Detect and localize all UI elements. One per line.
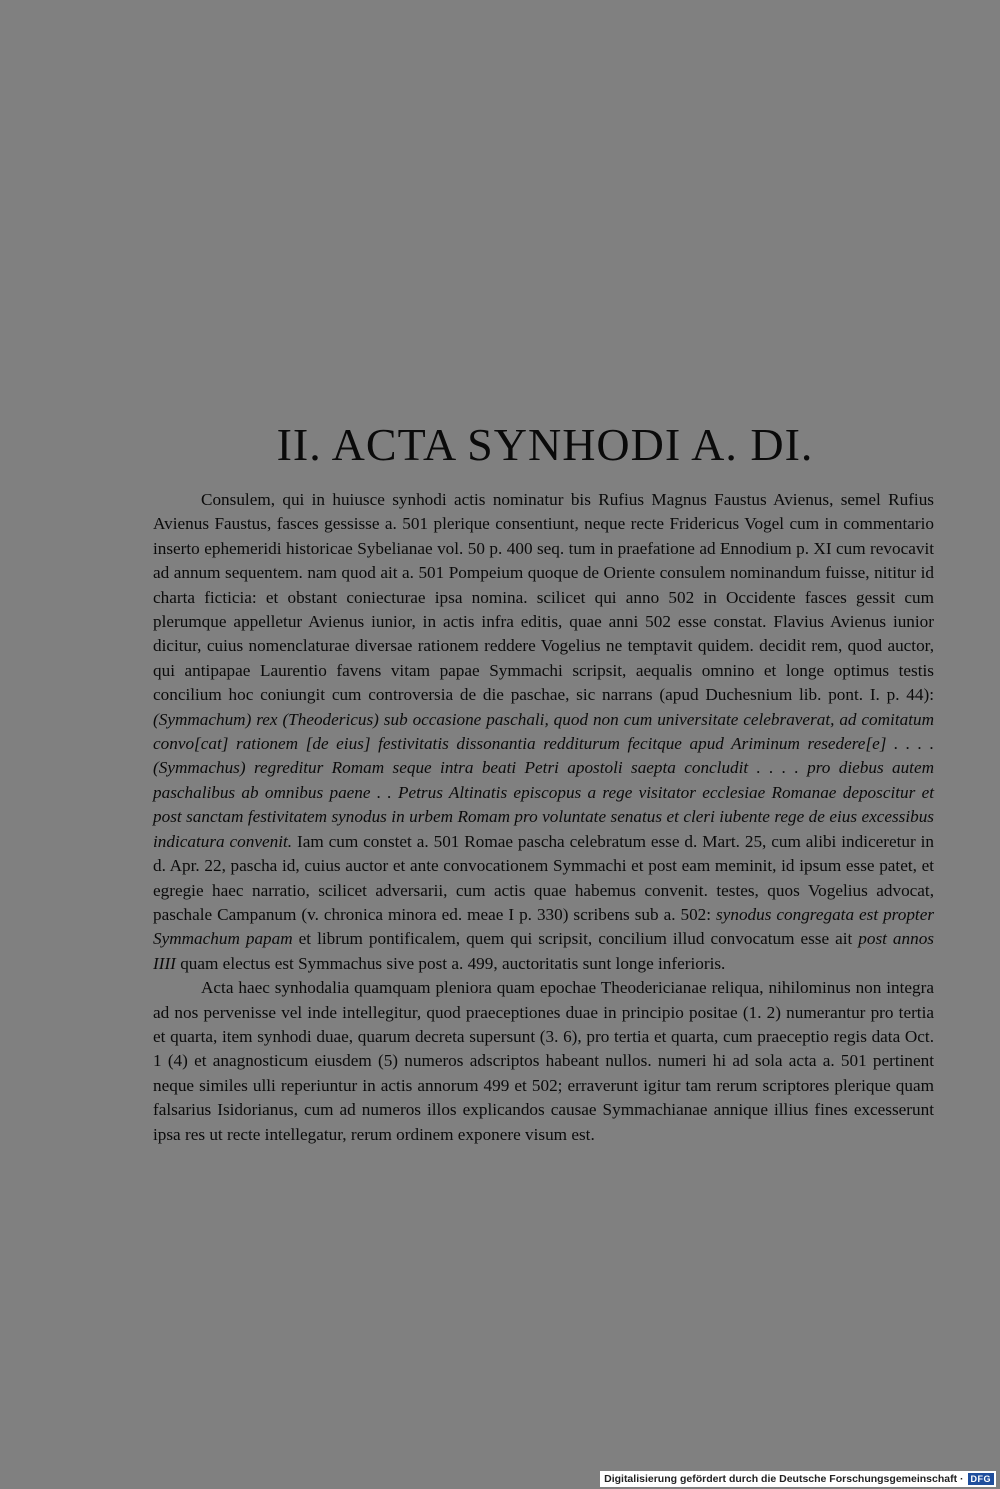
text-run: et librum pontificalem, quem qui scripsit, concilium illud convocatum esse ait	[292, 929, 859, 949]
footer-text: Digitalisierung gefördert durch die Deutsche Forschungsgemeinschaft ·	[604, 1473, 964, 1485]
body-text	[153, 488, 934, 1147]
text-run: Consulem, qui in huiusce synhodi actis nominatur bis Rufius Magnus Faustus Avienus, semel Rufius Avienus Faustus, fasces gessisse a. 501 plerique consentiunt, neque recte Fridericus Vogel cum in commentario inserto ephemeridi historicae Sybelianae vol. 50 p. 400 seq. tum in praefatione ad Ennodium p. XI cum revocavit ad annum sequentem. nam quod ait a. 501 Pompeium quoque de Oriente consulem nominandum fuisse, nititur id charta ficticia: et obstant coniecturae ipsa nomina. scilicet qui anno 502 in Occidente fasces gessit cum plerumque appelletur Avienus iunior, in actis infra editis, quae anni 502 esse constat. Flavius Avienus iunior dicitur, cuius nomenclaturae diversae rationem reddere Vogelius ne temptavit quidem. decidit rem, quod auctor, qui antipapae Laurentio favens vitam papae Symmachi scripsit, aequalis omnino et longe optimus testis concilium hoc coniungit cum controversia de die paschae, sic narrans (apud Duchesnium lib. pont. I. p. 44):	[153, 490, 934, 705]
italic-quote: post annos IIII	[153, 929, 935, 973]
page-title: II. ACTA SYNHODI A. DI.	[276, 419, 814, 470]
italic-quote: synodus congregata est propter Symmachum papam	[153, 904, 935, 949]
dfg-logo: DFG	[968, 1473, 995, 1485]
footer-credit	[600, 1471, 996, 1487]
paragraph-2: Acta haec synhodalia quamquam pleniora quam epochae Theodericianae reliqua, nihilominus non integra ad nos pervenisse vel inde intellegitur, quod praeceptiones duae in principio positae (1. 2) numerantur pro tertia et quarta, item synhodi duae, quarum decreta supersunt (3. 6), pro tertia et quarta, cum praeceptio regis data Oct. 1 (4) et anagnosticum eiusdem (5) numeros adscriptos habeant nullos. numeri hi ad sola acta a. 501 pertinent neque similes ulli reperiuntur in actis annorum 499 et 502; erraverunt igitur tam rerum scriptores plerique quam falsarius Isidorianus, cum ad numeros illos explicandos causae Symmachianae annique illius fines excesserunt ipsa res ut recte intellegatur, rerum ordinem exponere visum est.	[153, 978, 934, 1144]
italic-quote: (Symmachum) rex (Theodericus) sub occasione paschali, quod non cum universitate celebraverat, ad comitatum convo[cat] rationem [de eius] festivitatis dissonantia redditurum fecitque apud Ariminum resedere[e] . . . . (Symmachus) regreditur Romam seque intra beati Petri apostoli saepta concludit . . . . pro diebus autem paschalibus ab omnibus paene . . Petrus Altinatis episcopus a rege visitator ecclesiae Romanae deposcitur et post sanctam festivitatem synodus in urbem Romam pro voluntate senatus et cleri iubente rege de eius excessibus indicatura convenit.	[153, 709, 934, 851]
text-run: quam electus est Symmachus sive post a. 499, auctoritatis sunt longe inferioris.	[175, 953, 726, 973]
text-run: Iam cum constet a. 501 Romae pascha celebratum esse d. Mart. 25, cum alibi indiceretur in d. Apr. 22, pascha id, cuius auctor et ante convocationem Symmachi et post eam meminit, id ipsum esse patet, et egregie haec narratio, scilicet adversarii, cum actis quae habemus convenit. testes, quos Vogelius advocat, paschale Campanum (v. chronica minora ed. meae I p. 330) scribens sub a. 502:	[153, 831, 934, 924]
paragraph-1	[153, 488, 934, 976]
